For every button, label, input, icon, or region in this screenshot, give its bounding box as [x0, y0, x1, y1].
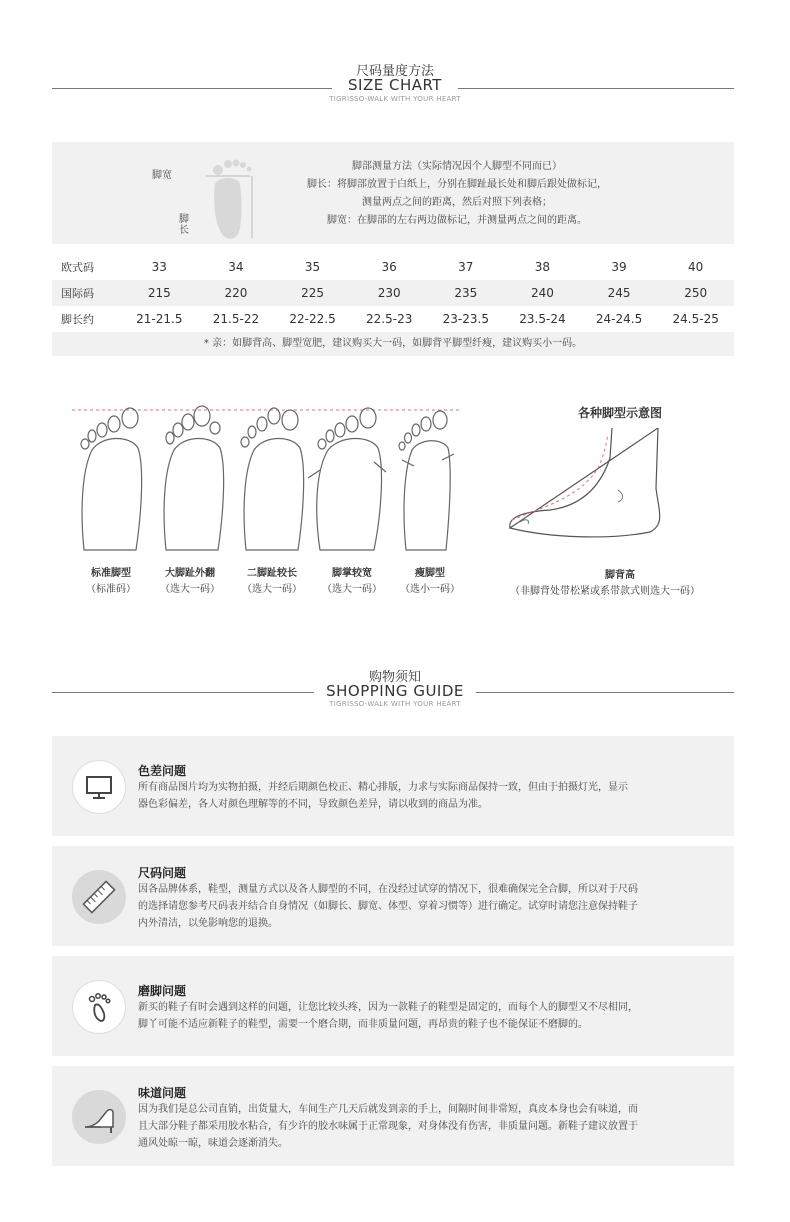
table-cell: 37	[458, 260, 474, 274]
footprint-measure-icon	[180, 146, 290, 242]
foot-type-long-second-toe	[227, 566, 317, 598]
guide-title: 色差问题	[138, 764, 187, 778]
size-chart-title-cn: 尺码量度方法	[355, 64, 434, 79]
foot-type-slim	[385, 566, 475, 598]
foot-type-name: 标准脚型	[91, 568, 131, 579]
table-cell: 240	[504, 280, 581, 306]
measurement-panel	[52, 142, 734, 244]
table-cell: 250	[657, 280, 734, 306]
table-cell: 24-24.5	[595, 312, 643, 326]
shopping-guide-subtitle: TIGRISSO-WALK WITH YOUR HEART	[329, 700, 461, 708]
row-header: 欧式码	[61, 261, 94, 274]
table-cell: 35	[304, 260, 321, 274]
foot-type-bunion	[145, 566, 235, 598]
guide-title: 磨脚问题	[138, 984, 187, 998]
table-cell: 225	[274, 280, 351, 306]
table-cell: 235	[428, 280, 505, 306]
guide-title: 味道问题	[138, 1086, 187, 1100]
shopping-guide-title-en: SHOPPING GUIDE	[326, 682, 464, 700]
instep-type-advice: （非脚背处带松紧或系带款式则选大一码）	[510, 586, 700, 597]
table-cell: 34	[228, 260, 244, 274]
guide-title: 尺码问题	[138, 866, 187, 880]
foot-type-advice: （选大一码）	[160, 584, 220, 595]
size-chart-subtitle: TIGRISSO-WALK WITH YOUR HEART	[329, 95, 461, 103]
guide-line: 通风处晾一晾，味道会逐渐消失。	[138, 1138, 288, 1149]
guide-text	[138, 1101, 723, 1152]
table-cell: 39	[611, 260, 627, 274]
ruler-icon	[72, 870, 126, 924]
table-cell: 24.5-25	[672, 312, 719, 326]
foot-type-advice: （选大一码）	[242, 584, 302, 595]
table-cell: 22.5-23	[366, 312, 413, 326]
guide-item-chafing	[52, 956, 734, 1056]
table-cell: 245	[581, 280, 658, 306]
foot-types-illustration	[52, 400, 472, 560]
foot-type-standard	[66, 566, 156, 598]
guide-item-odor	[52, 1066, 734, 1166]
table-row	[52, 280, 734, 306]
table-row	[52, 254, 734, 280]
footprint-icon	[72, 980, 126, 1034]
size-note: * 亲：如脚背高、脚型宽肥，建议购买大一码，如脚背平脚型纤瘦，建议购买小一码。	[52, 332, 734, 356]
size-chart-title-en: SIZE CHART	[348, 76, 442, 94]
row-header: 国际码	[52, 280, 121, 306]
method-line: 脚部测量方法（实际情况因个人脚型不同而已）	[352, 161, 562, 172]
foot-type-advice: （标准码）	[86, 584, 136, 595]
guide-text	[138, 779, 723, 813]
foot-type-advice: （选小一码）	[400, 584, 460, 595]
table-cell: 22-22.5	[289, 312, 336, 326]
foot-type-advice: （选大一码）	[322, 584, 382, 595]
guide-line: 的选择请您参考尺码表并结合自身情况（如脚长、脚宽、体型、穿着习惯等）进行确定。试穿时请您注意保持鞋子	[138, 901, 638, 912]
table-cell: 36	[381, 260, 397, 274]
table-cell: 33	[151, 260, 167, 274]
table-cell: 23-23.5	[442, 312, 489, 326]
table-row	[52, 306, 734, 332]
table-cell: 230	[351, 280, 428, 306]
guide-line: 新买的鞋子有时会遇到这样的问题，让您比较头疼，因为一款鞋子的鞋型是固定的，而每个人的脚型又不尽相同，	[138, 1002, 638, 1013]
monitor-icon	[72, 760, 126, 814]
shopping-guide-title-cn: 购物须知	[368, 670, 421, 685]
measure-method-text	[292, 158, 622, 230]
table-cell: 23.5-24	[519, 312, 566, 326]
instep-type-name: 脚背高	[605, 570, 635, 581]
foot-width-label: 脚宽	[152, 170, 172, 181]
method-line: 脚长：将脚部放置于白纸上，分别在脚趾最长处和脚后跟处做标记，	[307, 179, 607, 190]
table-cell: 215	[121, 280, 198, 306]
table-cell: 21-21.5	[136, 312, 183, 326]
high-heel-icon	[72, 1090, 126, 1144]
foot-diagram-title: 各种脚型示意图	[577, 406, 662, 420]
guide-item-size	[52, 846, 734, 946]
guide-line: 所有商品图片均为实物拍摄，并经后期颜色校正、精心排版，力求与实际商品保持一致，但由于拍摄灯光，显示	[138, 782, 628, 793]
guide-line: 脚丫可能不适应新鞋子的鞋型，需要一个磨合期，而非质量问题，再昂贵的鞋子也不能保证不磨脚的。	[138, 1019, 588, 1030]
guide-line: 器色彩偏差，各人对颜色理解等的不同，导致颜色差异，请以收到的商品为准。	[138, 799, 488, 810]
table-cell: 40	[688, 260, 704, 274]
guide-item-color-difference	[52, 736, 734, 836]
guide-line: 内外清洁，以免影响您的退换。	[138, 918, 278, 929]
guide-line: 因为我们是总公司直销，出货量大，车间生产几天后就发到亲的手上，间隔时间非常短，真皮本身也会有味道，而	[138, 1104, 638, 1115]
instep-side-view	[490, 428, 700, 548]
foot-type-wide	[307, 566, 397, 598]
method-line: 测量两点之间的距离，然后对照下列表格；	[362, 197, 552, 208]
row-header: 脚长约	[61, 313, 94, 326]
guide-line: 因各品牌体系，鞋型，测量方式以及各人脚型的不同，在没经过试穿的情况下，很难确保完全合脚，所以对于尺码	[138, 884, 638, 895]
table-cell: 21.5-22	[212, 312, 260, 326]
foot-type-name: 瘦脚型	[415, 568, 445, 579]
table-cell: 38	[534, 260, 551, 274]
foot-type-name: 大脚趾外翻	[165, 568, 215, 579]
foot-length-label: 脚长	[179, 214, 189, 236]
table-cell: 220	[198, 280, 275, 306]
guide-text	[138, 999, 723, 1033]
guide-line: 且大部分鞋子都采用胶水粘合，有少许的胶水味属于正常现象，对身体没有伤害，非质量问题。新鞋子建议放置于	[138, 1121, 638, 1132]
foot-type-name: 脚掌较宽	[332, 568, 372, 579]
guide-text	[138, 881, 723, 932]
method-line: 脚宽：在脚部的左右两边做标记，并测量两点之间的距离。	[327, 215, 587, 226]
foot-type-name: 二脚趾较长	[247, 568, 297, 579]
size-table	[52, 254, 734, 332]
